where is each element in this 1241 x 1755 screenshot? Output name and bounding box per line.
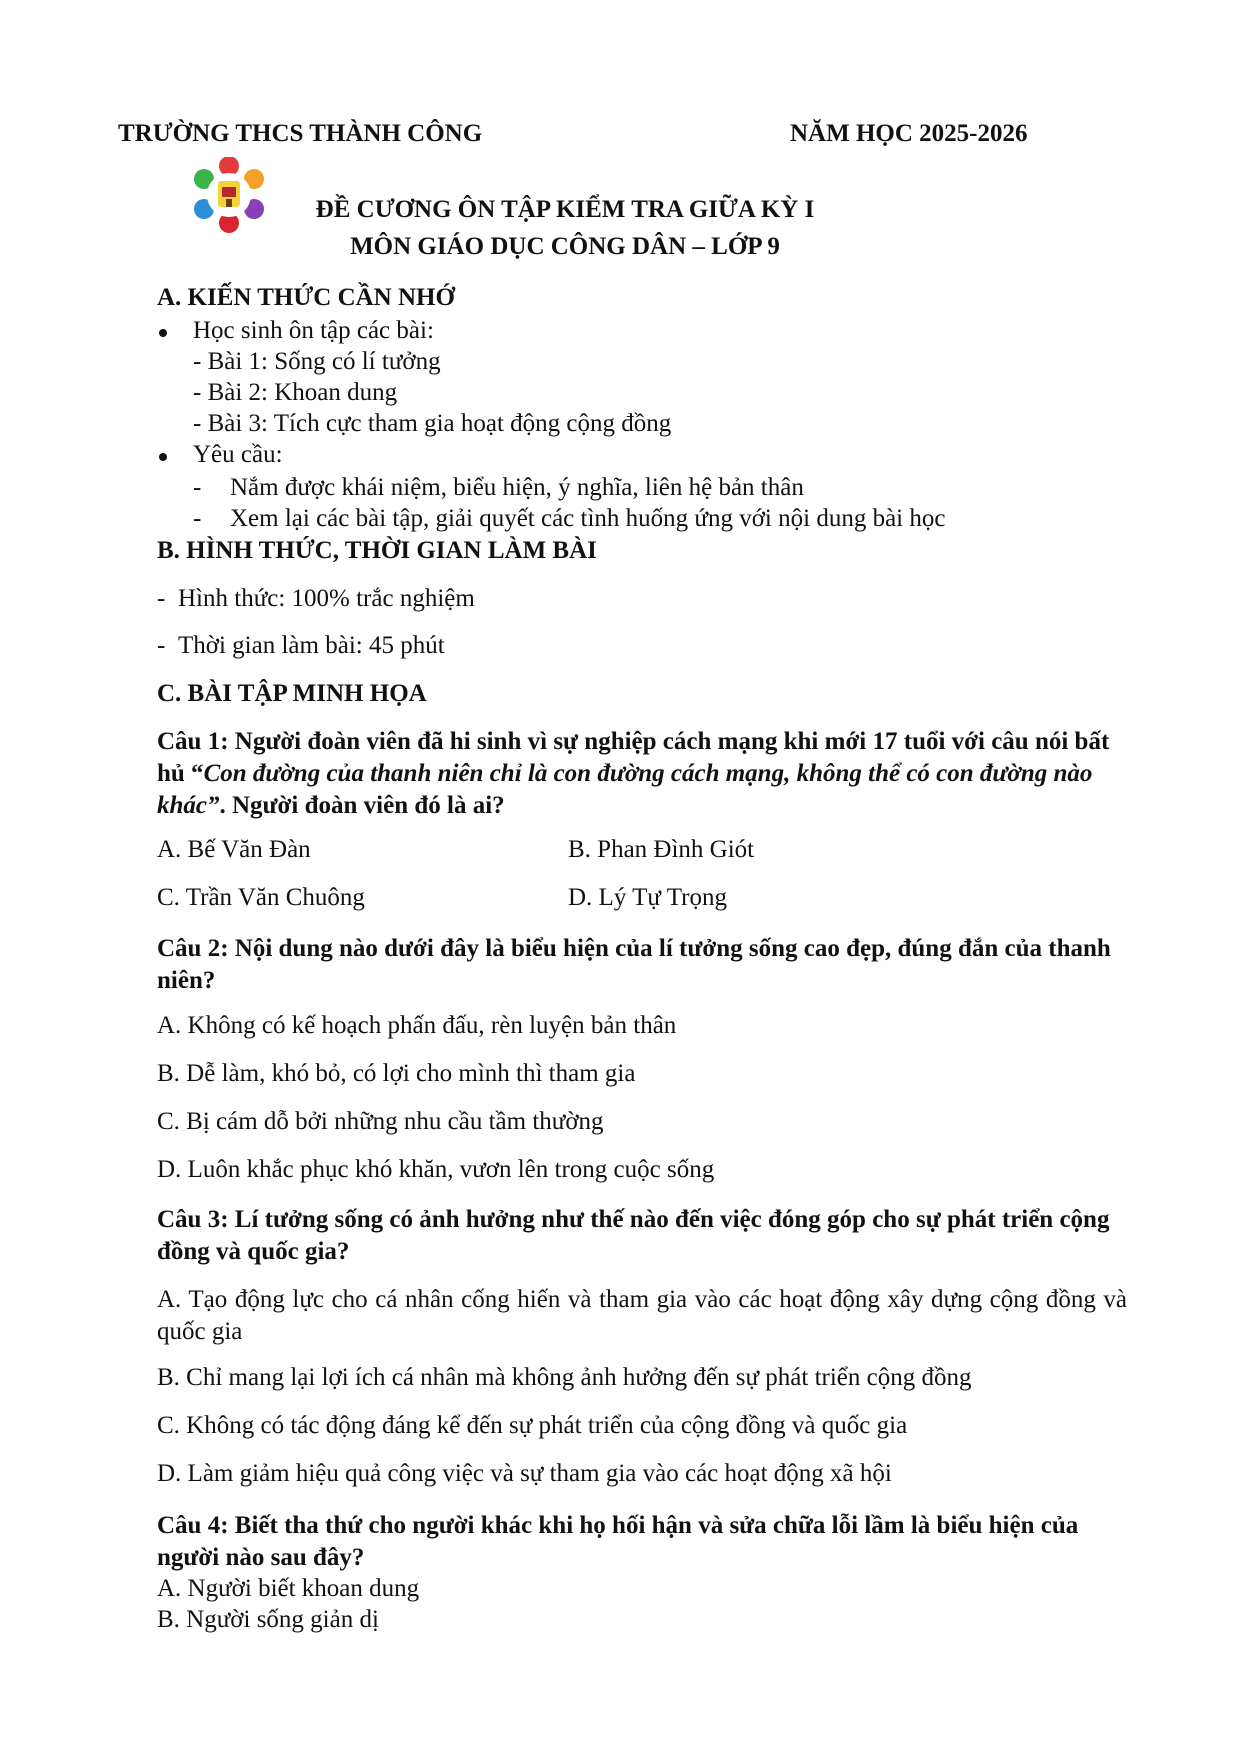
exam-form: Hình thức: 100% trắc nghiệm	[178, 585, 475, 612]
question-2: Câu 2: Nội dung nào dưới đây là biểu hiện của lí tưởng sống cao đẹp, đúng đắn của thanh niên?	[157, 935, 1111, 994]
exam-time-dash: -	[157, 632, 166, 659]
section-a-heading: A. KIẾN THỨC CẦN NHỚ	[157, 284, 455, 311]
question-1	[157, 726, 1127, 822]
q1-option-b: B. Phan Đình Giót	[568, 836, 755, 863]
q4-option-b: B. Người sống giản dị	[157, 1606, 379, 1633]
question-1-lead: Câu 1: Người đoàn viên đã hi sinh vì sự nghiệp cách mạng khi mới 17 tuổi với câu nói bất hủ “	[157, 728, 1110, 787]
q4-option-a: A. Người biết khoan dung	[157, 1575, 420, 1602]
section-b-heading: B. HÌNH THỨC, THỜI GIAN LÀM BÀI	[157, 537, 597, 564]
q2-option-c: C. Bị cám dỗ bởi những nhu cầu tầm thường	[157, 1108, 604, 1135]
exam-time: Thời gian làm bài: 45 phút	[178, 632, 445, 659]
lesson-item: - Bài 2: Khoan dung	[193, 379, 398, 406]
q2-option-d: D. Luôn khắc phục khó khăn, vươn lên trong cuộc sống	[157, 1156, 715, 1183]
q1-option-d: D. Lý Tự Trọng	[568, 884, 727, 911]
section-c-heading: C. BÀI TẬP MINH HỌA	[157, 680, 427, 707]
question-1-tail: . Người đoàn viên đó là ai?	[219, 792, 505, 819]
q3-option-c: C. Không có tác động đáng kể đến sự phát triển của cộng đồng và quốc gia	[157, 1412, 908, 1439]
exam-form-dash: -	[157, 585, 166, 612]
q1-option-a: A. Bế Văn Đàn	[157, 836, 311, 863]
document-subtitle: MÔN GIÁO DỤC CÔNG DÂN – LỚP 9	[350, 233, 780, 260]
requirement-dash: -	[193, 505, 202, 532]
requirement-item: Xem lại các bài tập, giải quyết các tình huống ứng với nội dung bài học	[230, 505, 946, 532]
school-year: NĂM HỌC 2025-2026	[790, 120, 1028, 147]
requirement-item: Nắm được khái niệm, biểu hiện, ý nghĩa, liên hệ bản thân	[230, 474, 804, 501]
q2-option-a: A. Không có kế hoạch phấn đấu, rèn luyện bản thân	[157, 1012, 677, 1039]
q1-option-c: C. Trần Văn Chuông	[157, 884, 365, 911]
bullet-requirements: Yêu cầu:	[193, 441, 283, 468]
lesson-item: - Bài 3: Tích cực tham gia hoạt động cộng đồng	[193, 410, 672, 437]
school-name: TRƯỜNG THCS THÀNH CÔNG	[118, 120, 483, 147]
question-3: Câu 3: Lí tưởng sống có ảnh hưởng như thế nào đến việc đóng góp cho sự phát triển cộng đồng và quốc gia?	[157, 1206, 1110, 1265]
q3-option-d: D. Làm giảm hiệu quả công việc và sự tham gia vào các hoạt động xã hội	[157, 1460, 892, 1487]
lesson-item: - Bài 1: Sống có lí tưởng	[193, 348, 441, 375]
bullet-icon	[159, 329, 167, 337]
q3-option-a: A. Tạo động lực cho cá nhân cống hiến và tham gia vào các hoạt động xây dựng cộng đồng và quốc gia	[157, 1286, 1127, 1345]
document-title: ĐỀ CƯƠNG ÔN TẬP KIỂM TRA GIỮA KỲ I	[315, 196, 815, 223]
requirement-dash: -	[193, 474, 202, 501]
question-4: Câu 4: Biết tha thứ cho người khác khi họ hối hận và sửa chữa lỗi lầm là biểu hiện của người nào sau đây?	[157, 1512, 1079, 1571]
bullet-icon	[159, 453, 167, 461]
q3-option-b: B. Chỉ mang lại lợi ích cá nhân mà không ảnh hưởng đến sự phát triển cộng đồng	[157, 1364, 972, 1391]
question-1-quote: Con đường của thanh niên chỉ là con đường cách mạng, không thể có con đường nào khác”	[157, 760, 1093, 819]
q2-option-b: B. Dễ làm, khó bỏ, có lợi cho mình thì tham gia	[157, 1060, 636, 1087]
bullet-study-lessons: Học sinh ôn tập các bài:	[193, 317, 434, 344]
